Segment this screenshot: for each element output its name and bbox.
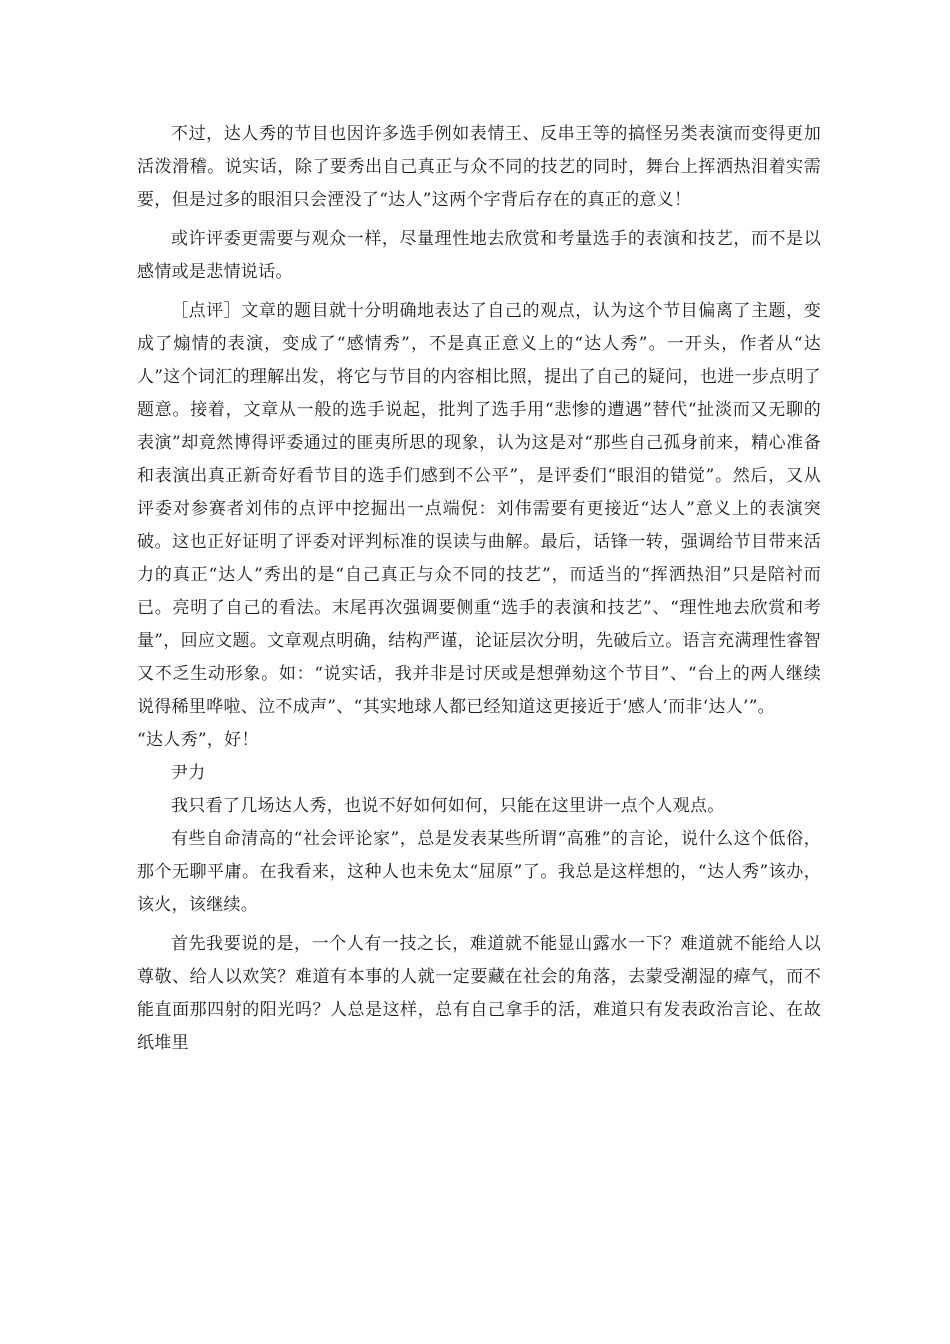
article-author: 尹力 (171, 763, 206, 783)
paragraph-text: 有些自命清高的“社会评论家”，总是发表某些所谓“高雅”的言论，说什么这个低俗，那个无聊平庸。在我看来，这种人也未免太“屈原”了。我总是这样想的，“达人秀”该办，该火，该继续。 (137, 829, 821, 915)
paragraph-text: 或许评委更需要与观众一样，尽量理性地去欣赏和考量选手的表演和技艺，而不是以感情或是悲情说话。 (137, 229, 821, 282)
review-paragraph: ［点评］文章的题目就十分明确地表达了自己的观点，认为这个节目偏离了主题，变成了煽情的表演，变成了“感情秀”，不是真正意义上的“达人秀”。一开头，作者从“达人”这个词汇的理解出发，将它与节目的内容相比照，提出了自己的疑问，也进一步点明了题意。接着，文章从一般的选手说起，批判了选手用“悲惨的遭遇”替代“扯淡而又无聊的表演”却竟然博得评委通过的匪夷所思的现象，认为这是对“那些自己孤身前来，精心准备和表演出真正新奇好看节目的选手们感到不公平”，是评委们“眼泪的错觉”。然后，又从评委对参赛者刘伟的点评中挖掘出一点端倪：刘伟需要有更接近“达人”意义上的表演突破。这也正好证明了评委对评判标准的误读与曲解。最后，话锋一转，强调给节目带来活力的真正“达人”秀出的是“自己真正与众不同的技艺”，而适当的“挥洒热泪”只是陪衬而已。亮明了自己的看法。末尾再次强调要侧重“选手的表演和技艺”、“理性地去欣赏和考量”，回应文题。文章观点明确，结构严谨，论证层次分明，先破后立。语言充满理性睿智又不乏生动形象。如：“说实话，我并非是讨厌或是想弹劾这个节目”、“台上的两人继续说得稀里哗啦、泣不成声”、“其实地球人都已经知道这更接近于‘感人’而非‘达人’”。 (137, 301, 821, 717)
document-body (137, 118, 821, 1060)
article-title: “达人秀”，好！ (137, 730, 259, 750)
paragraph-text: 我只看了几场达人秀，也说不好如何如何，只能在这里讲一点个人观点。 (171, 796, 725, 816)
paragraph-text: 首先我要说的是，一个人有一技之长，难道就不能显山露水一下？难道就不能给人以尊敬、给人以欢笑？难道有本事的人就一定要藏在社会的角落，去蒙受潮湿的瘴气，而不能直面那四射的阳光吗？人总是这样，总有自己拿手的活，难道只有发表政治言论、在故纸堆里 (137, 934, 821, 1053)
paragraph-text: 不过，达人秀的节目也因许多选手例如表情王、反串王等的搞怪另类表演而变得更加活泼滑稽。说实话，除了要秀出自己真正与众不同的技艺的同时，舞台上挥洒热泪着实需要，但是过多的眼泪只会湮没了“达人”这两个字背后存在的真正的意义！ (137, 124, 821, 210)
